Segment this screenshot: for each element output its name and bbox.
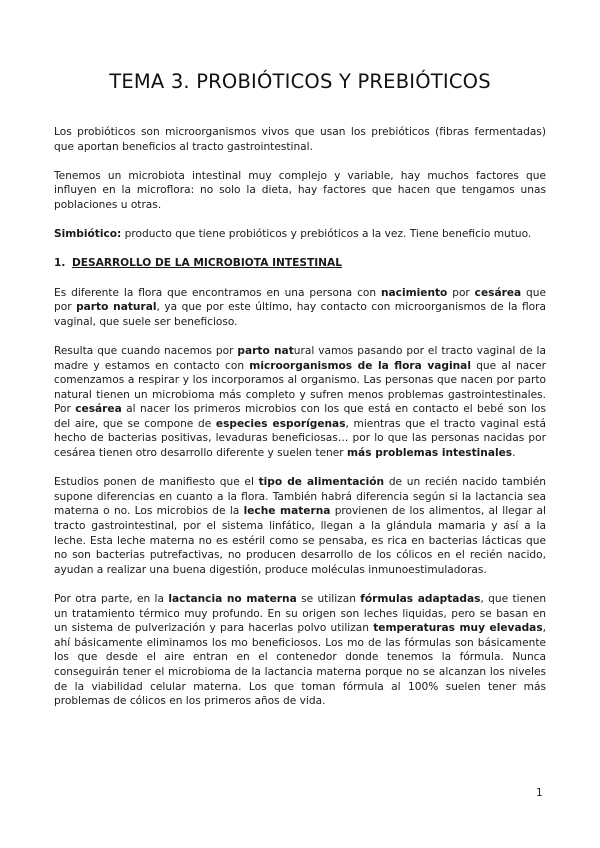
section-heading-text: DESARROLLO DE LA MICROBIOTA INTESTINAL [72, 257, 342, 270]
document-body [54, 125, 546, 723]
term-simbiotico: Simbiótico: [54, 228, 122, 241]
paragraph-nacimiento: Es diferente la flora que encontramos en una persona con nacimiento por cesárea que por parto natural, ya que por este último, hay contacto con microorganismos de la flora vaginal, que suele ser beneficioso. [54, 286, 547, 328]
section-heading [54, 256, 546, 271]
page-number: 1 [536, 787, 543, 799]
paragraph-simbiotico: Simbiótico: producto que tiene probióticos y prebióticos a la vez. Tiene beneficio mutuo. [54, 228, 532, 241]
paragraph-alimentacion: Estudios ponen de manifiesto que el tipo de alimentación de un recién nacido también supone diferencias en cuanto a la flora. También habrá diferencia según si la lactancia sea materna o no. Los microbios de la leche materna provienen de los alimentos, al llegar al tracto gastrointestinal, por el sistema linfático, llegan a la glándula mamaria y así a la leche. Esta leche materna no es estéril como se pensaba, es rica en bacterias lácticas que no son bacterias putrefactivas, no producen desarrollo de los cólicos en el recién nacido, ayudan a realizar una buena digestión, produce moléculas inmunoestimuladoras. [54, 476, 546, 576]
page-title: TEMA 3. PROBIÓTICOS Y PREBIÓTICOS [109, 70, 491, 93]
section-number: 1. [54, 257, 66, 270]
paragraph-lactancia-no-materna: Por otra parte, en la lactancia no materna se utilizan fórmulas adaptadas, que tienen un tratamiento térmico muy profundo. En su origen son leches liquidas, pero se basan en un sistema de pulverización y para hacerlas polvo utilizan temperaturas muy elevadas, ahí básicamente eliminamos los mo beneficiosos. Los mo de las fórmulas son básicamente los que desde el aire entran en el contenedor donde tenemos la fórmula. Nunca conseguirán tener el microbioma de la lactancia materna porque no se alcanzan los niveles de la viabilidad celular materna. Los que toman fórmula al 100% suelen tener más problemas de cólicos en los primeros años de vida. [54, 593, 547, 708]
paragraph-probioticos-definition: Los probióticos son microorganismos vivos que usan los prebióticos (fibras fermentadas) que aportan beneficios al tracto gastrointestinal. [54, 126, 546, 153]
paragraph-microbiota: Tenemos un microbiota intestinal muy complejo y variable, hay muchos factores que influyen en la microflora: no solo la dieta, hay factores que hacen que tengamos unas poblaciones u otras. [54, 169, 546, 211]
paragraph-parto-natural: Resulta que cuando nacemos por parto natural vamos pasando por el tracto vaginal de la madre y estamos en contacto con microorganismos de la flora vaginal que al nacer comenzamos a respirar y los incorporamos al organismo. Las personas que nacen por parto natural tienen un microbioma más completo y sufren menos problemas gastrointestinales. Por cesárea al nacer los primeros microbios con los que está en contacto el bebé son los del aire, que se compone de especies esporígenas, mientras que el tracto vaginal está hecho de bacterias positivas, levaduras beneficiosas… por lo que las personas nacidas por cesárea tienen otro desarrollo diferente y suelen tener más problemas intestinales. [54, 344, 547, 460]
